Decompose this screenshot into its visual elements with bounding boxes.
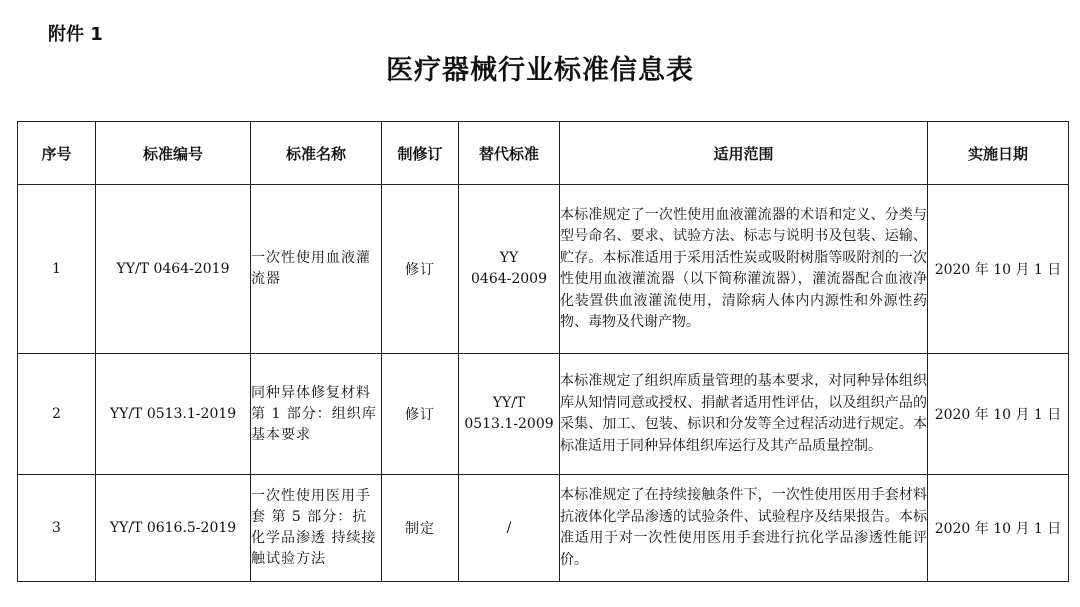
header-scope: 适用范围 xyxy=(560,122,928,185)
replaces-line: 0464-2009 xyxy=(471,271,547,287)
row-revision: 修订 xyxy=(382,354,459,475)
row-name: 同种异体修复材料 第 1 部分：组织库基本要求 xyxy=(251,354,382,475)
header-name: 标准名称 xyxy=(251,122,382,185)
row-no: 2 xyxy=(18,354,96,475)
row-revision: 修订 xyxy=(382,185,459,354)
table-row xyxy=(18,354,1069,475)
header-replaces: 替代标准 xyxy=(459,122,560,185)
row-no: 1 xyxy=(18,185,96,354)
table-row xyxy=(18,475,1069,582)
attachment-label: 附件 1 xyxy=(48,24,103,45)
replaces-line: 0513.1-2009 xyxy=(464,416,554,432)
row-replaces xyxy=(459,354,560,475)
header-code: 标准编号 xyxy=(96,122,251,185)
row-date: 2020 年 10 月 1 日 xyxy=(928,354,1069,475)
standards-table xyxy=(17,121,1069,582)
row-no: 3 xyxy=(18,475,96,582)
row-code: YY/T 0616.5-2019 xyxy=(96,475,251,582)
row-date: 2020 年 10 月 1 日 xyxy=(928,475,1069,582)
replaces-line: YY xyxy=(499,250,519,266)
row-name: 一次性使用血液灌流器 xyxy=(251,185,382,354)
page-title: 医疗器械行业标准信息表 xyxy=(386,55,694,86)
header-date: 实施日期 xyxy=(928,122,1069,185)
row-date: 2020 年 10 月 1 日 xyxy=(928,185,1069,354)
row-scope: 本标准规定了组织库质量管理的基本要求，对同种异体组织库从知情同意或授权、捐献者适用性评估，以及组织产品的采集、加工、包装、标识和分发等全过程活动进行规定。本标准适用于同种异体组织库运行及其产品质量控制。 xyxy=(560,354,928,475)
header-no: 序号 xyxy=(18,122,96,185)
row-code: YY/T 0464-2019 xyxy=(96,185,251,354)
table-row xyxy=(18,185,1069,354)
row-code: YY/T 0513.1-2019 xyxy=(96,354,251,475)
row-replaces xyxy=(459,185,560,354)
row-revision: 制定 xyxy=(382,475,459,582)
table-header-row xyxy=(18,122,1069,185)
replaces-line: / xyxy=(506,519,512,536)
header-revision: 制修订 xyxy=(382,122,459,185)
replaces-line: YY/T xyxy=(492,395,526,411)
row-name: 一次性使用医用手套 第 5 部分：抗化学品渗透 持续接触试验方法 xyxy=(251,475,382,582)
row-replaces xyxy=(459,475,560,582)
row-scope: 本标准规定了一次性使用血液灌流器的术语和定义、分类与型号命名、要求、试验方法、标志与说明书及包装、运输、贮存。本标准适用于采用活性炭或吸附树脂等吸附剂的一次性使用血液灌流器（以下简称灌流器），灌流器配合血液净化装置供血液灌流使用，清除病人体内内源性和外源性药物、毒物及代谢产物。 xyxy=(560,185,928,354)
row-scope: 本标准规定了在持续接触条件下，一次性使用医用手套材料抗液体化学品渗透的试验条件、试验程序及结果报告。本标准适用于对一次性使用医用手套进行抗化学品渗透性能评价。 xyxy=(560,475,928,582)
